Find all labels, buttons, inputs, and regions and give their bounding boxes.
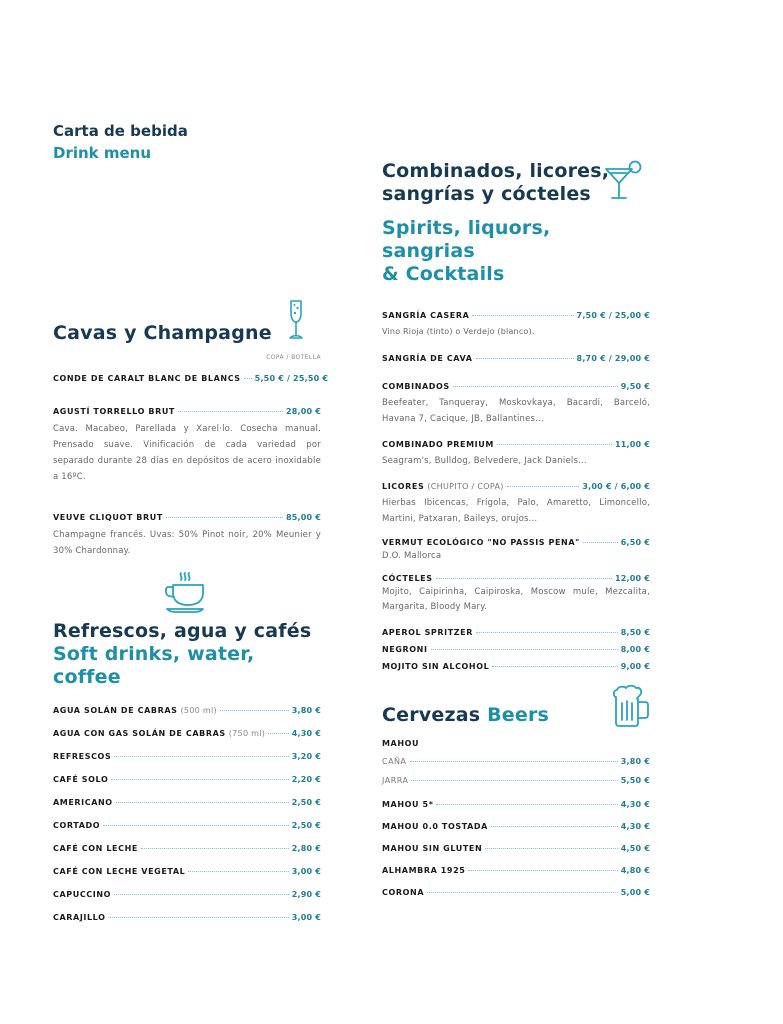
menu-item: [382, 865, 650, 887]
item-name: JARRA: [382, 776, 409, 785]
item-name: AGUSTÍ TORRELLO BRUT: [53, 407, 175, 416]
menu-item: [382, 381, 650, 393]
item-name: SANGRÍA DE CAVA: [382, 354, 473, 363]
item-name: APEROL SPRITZER: [382, 628, 474, 637]
dot-leader: [476, 632, 618, 633]
dot-leader: [411, 780, 617, 781]
cervezas-title: [382, 704, 650, 727]
beer-group-label: MAHOU: [382, 739, 420, 748]
dot-leader: [178, 411, 283, 412]
menu-item: [382, 644, 650, 656]
dot-leader: [468, 870, 617, 871]
menu-item: [382, 573, 650, 585]
cavas-section: [53, 322, 329, 559]
combinados-title-en-1: Spirits, liquors, sangrias: [382, 217, 551, 262]
dot-leader: [476, 358, 574, 359]
item-name: CORONA: [382, 888, 425, 897]
menu-title-es: Carta de bebida: [53, 122, 188, 140]
item-name: COMBINADO PREMIUM: [382, 440, 494, 449]
item-name: NEGRONI: [382, 645, 428, 654]
dot-leader: [485, 848, 617, 849]
menu-item: [53, 797, 321, 820]
item-price: 3,00 €: [291, 867, 321, 876]
dot-leader: [114, 756, 288, 757]
item-name: COMBINADOS: [382, 382, 450, 391]
dot-leader: [244, 378, 252, 379]
item-name: REFRESCOS: [53, 752, 112, 761]
item-price: 11,00 €: [614, 440, 650, 449]
item-name: CAFÉ CON LECHE: [53, 844, 138, 853]
menu-item: [53, 512, 321, 524]
item-name: MAHOU 0.0 TOSTADA: [382, 822, 488, 831]
cavas-title: Cavas y Champagne: [53, 322, 272, 344]
item-name: LICORES: [382, 482, 425, 491]
item-name: CÓCTELES: [382, 574, 433, 583]
item-name: CAPUCCINO: [53, 890, 112, 899]
item-price: 12,00 €: [614, 574, 650, 583]
dot-leader: [453, 386, 618, 387]
combinados-title-en-2: & Cocktails: [382, 263, 505, 285]
item-price: 3,00 € / 6,00 €: [582, 482, 650, 491]
item-name: AGUA SOLÁN DE CABRAS: [53, 706, 178, 715]
dot-leader: [492, 666, 617, 667]
menu-item: [382, 756, 650, 768]
dot-leader: [491, 826, 618, 827]
menu-header: [53, 120, 188, 164]
refrescos-title-es: Refrescos, agua y cafés: [53, 620, 312, 642]
menu-item: [382, 843, 650, 865]
dot-leader: [472, 315, 573, 316]
item-price: 2,50 €: [291, 821, 321, 830]
cervezas-section: [382, 704, 650, 909]
dot-leader: [141, 848, 289, 849]
dot-leader: [268, 733, 288, 734]
dot-leader: [507, 486, 580, 487]
menu-item: [382, 537, 650, 549]
item-price: 6,50 €: [620, 538, 650, 547]
dot-leader: [111, 779, 288, 780]
item-name: VERMUT ECOLÓGICO "NO PASSIS PENA": [382, 538, 580, 547]
menu-item: [53, 751, 321, 774]
item-name: VEUVE CLIQUOT BRUT: [53, 513, 163, 522]
item-description: Hierbas Ibicencas, Frígola, Palo, Amaretto, Limoncello, Martini, Patxaran, Baileys, orujos...: [382, 498, 650, 524]
menu-item: [53, 820, 321, 843]
item-price: 2,90 €: [291, 890, 321, 899]
combinados-title-es-2: sangrías y cócteles: [382, 183, 591, 205]
item-description: Vino Rioja (tinto) o Verdejo (blanco).: [382, 327, 535, 336]
menu-item: [382, 439, 650, 451]
item-price: 5,50 € / 25,50 €: [254, 374, 329, 383]
menu-item: [382, 310, 650, 322]
menu-item: [382, 481, 650, 493]
menu-item: [382, 353, 650, 365]
item-name: CORTADO: [53, 821, 101, 830]
item-name: AMERICANO: [53, 798, 113, 807]
item-price: 4,80 €: [620, 866, 650, 875]
dot-leader: [427, 892, 618, 893]
cavas-column-note: COPA / BOTELLA: [266, 354, 321, 361]
menu-item: [53, 866, 321, 889]
menu-item: [382, 799, 650, 821]
item-name: SANGRÍA CASERA: [382, 311, 470, 320]
menu-item: [53, 373, 329, 385]
item-price: 2,50 €: [291, 798, 321, 807]
dot-leader: [436, 804, 617, 805]
item-size: (750 ml): [228, 729, 266, 738]
dot-leader: [103, 825, 289, 826]
combinados-section: [382, 160, 650, 673]
item-price: 3,80 €: [291, 706, 321, 715]
item-name: MAHOU 5*: [382, 800, 434, 809]
item-description: D.O. Mallorca: [382, 551, 442, 561]
item-price: 4,50 €: [620, 844, 650, 853]
item-price: 9,50 €: [620, 382, 650, 391]
dot-leader: [497, 444, 612, 445]
item-description: Cava. Macabeo, Parellada y Xarel·lo. Cosecha manual. Prensado suave. Vinificación de cada variedad por separado durante 28 días en depósitos de acero inoxidable a 16ºC.: [53, 424, 321, 482]
item-price: 4,30 €: [620, 822, 650, 831]
dot-leader: [583, 542, 618, 543]
item-price: 8,50 €: [620, 628, 650, 637]
item-price: 4,30 €: [620, 800, 650, 809]
item-price: 4,30 €: [291, 729, 321, 738]
menu-item: [53, 705, 321, 728]
item-price: 2,80 €: [291, 844, 321, 853]
item-name: AGUA CON GAS SOLÁN DE CABRAS: [53, 729, 226, 738]
item-name: CARAJILLO: [53, 913, 106, 922]
dot-leader: [188, 871, 288, 872]
item-price: 7,50 € / 25,00 €: [576, 311, 650, 320]
dot-leader: [431, 649, 618, 650]
item-name: CONDE DE CARALT BLANC DE BLANCS: [53, 374, 241, 383]
combinados-title-es-1: Combinados, licores,: [382, 160, 610, 182]
item-name: MAHOU SIN GLUTEN: [382, 844, 483, 853]
item-price: 28,00 €: [285, 407, 321, 416]
coffee-cup-icon: [163, 571, 207, 613]
item-name: MOJITO SIN ALCOHOL: [382, 662, 490, 671]
menu-item: [53, 728, 321, 751]
menu-item: [53, 774, 321, 797]
item-size: (500 ml): [180, 706, 217, 715]
menu-item: [382, 661, 650, 673]
item-price: 9,00 €: [620, 662, 650, 671]
item-price: 8,70 € / 29,00 €: [576, 354, 650, 363]
dot-leader: [114, 894, 289, 895]
item-price: 8,00 €: [620, 645, 650, 654]
menu-item: [53, 406, 321, 418]
item-price: 5,00 €: [620, 888, 650, 897]
cervezas-title-es: Cervezas: [382, 704, 481, 726]
dot-leader: [436, 578, 612, 579]
item-description: Mojito, Caipirinha, Caipiroska, Moscow mule, Mezcalita, Margarita, Bloody Mary.: [382, 587, 650, 612]
refrescos-section: [53, 620, 321, 935]
item-price: 3,00 €: [291, 913, 321, 922]
refrescos-title-en: Soft drinks, water, coffee: [53, 643, 255, 688]
item-price: 5,50 €: [620, 776, 650, 785]
item-price: 3,80 €: [620, 757, 650, 766]
menu-title-en: Drink menu: [53, 144, 152, 162]
item-name: CAFÉ SOLO: [53, 775, 109, 784]
item-size: (CHUPITO / COPA): [427, 482, 504, 491]
item-description: Seagram's, Bulldog, Belvedere, Jack Daniels...: [382, 456, 587, 466]
item-name: CAÑA: [382, 757, 407, 766]
item-price: 2,20 €: [291, 775, 321, 784]
dot-leader: [410, 761, 618, 762]
item-name: ALHAMBRA 1925: [382, 866, 466, 875]
menu-item: [382, 887, 650, 909]
item-price: 85,00 €: [285, 513, 321, 522]
menu-item: [382, 775, 650, 787]
item-description: Champagne francés. Uvas: 50% Pinot noir, 20% Meunier y 30% Chardonnay.: [53, 530, 321, 556]
menu-item: [53, 912, 321, 935]
dot-leader: [116, 802, 289, 803]
dot-leader: [220, 710, 289, 711]
menu-item: [53, 843, 321, 866]
item-description: Beefeater, Tanqueray, Moskovkaya, Bacardi, Barceló, Havana 7, Cacique, JB, Ballantines...: [382, 398, 650, 424]
menu-item: [53, 889, 321, 912]
menu-item: [382, 821, 650, 843]
dot-leader: [108, 917, 288, 918]
dot-leader: [166, 517, 283, 518]
item-name: CAFÉ CON LECHE VEGETAL: [53, 867, 186, 876]
cervezas-title-en: Beers: [487, 704, 550, 726]
item-price: 3,20 €: [291, 752, 321, 761]
menu-item: [382, 627, 650, 639]
